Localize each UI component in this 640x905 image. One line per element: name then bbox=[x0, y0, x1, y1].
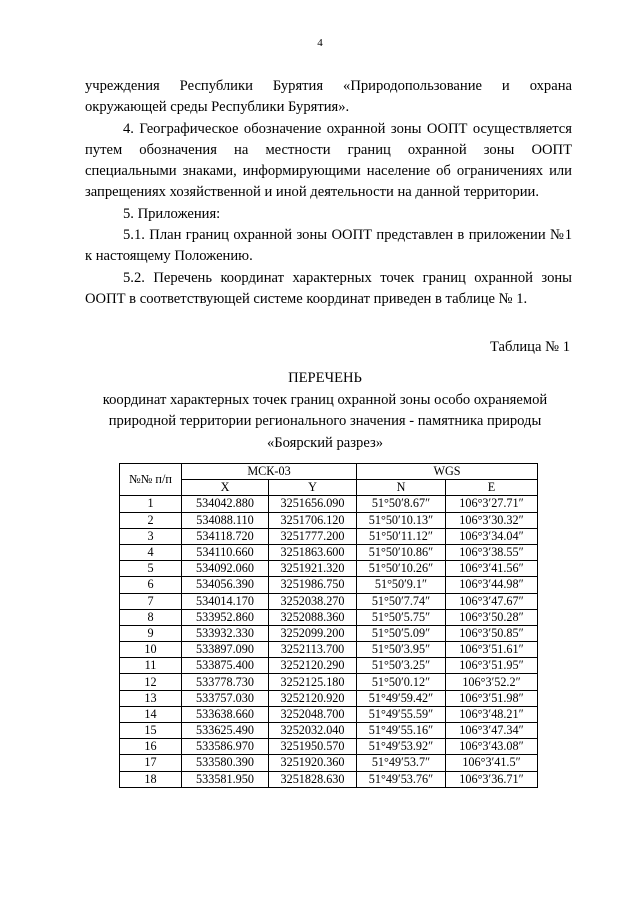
cell-y: 3251986.750 bbox=[269, 577, 357, 593]
table-row bbox=[120, 496, 538, 512]
cell-e: 106°3′50.28″ bbox=[446, 609, 538, 625]
cell-e: 106°3′47.34″ bbox=[446, 723, 538, 739]
cell-x: 533586.970 bbox=[182, 739, 269, 755]
cell-e: 106°3′52.2″ bbox=[446, 674, 538, 690]
cell-number: 10 bbox=[120, 642, 182, 658]
cell-x: 534118.720 bbox=[182, 528, 269, 544]
cell-y: 3252032.040 bbox=[269, 723, 357, 739]
cell-e: 106°3′47.67″ bbox=[446, 593, 538, 609]
header-x: X bbox=[182, 480, 269, 496]
paragraph: 5.1. План границ охранной зоны ООПТ представлен в приложении №1 к настоящему Положению. bbox=[85, 227, 572, 265]
cell-n: 51°50′0.12″ bbox=[357, 674, 446, 690]
cell-e: 106°3′30.32″ bbox=[446, 512, 538, 528]
cell-y: 3252120.290 bbox=[269, 658, 357, 674]
table-title bbox=[70, 368, 580, 454]
page-number: 4 bbox=[317, 37, 323, 49]
cell-e: 106°3′51.95″ bbox=[446, 658, 538, 674]
header-y: Y bbox=[269, 480, 357, 496]
cell-y: 3252088.360 bbox=[269, 609, 357, 625]
cell-n: 51°50′9.1″ bbox=[357, 577, 446, 593]
header-msk: МСК-03 bbox=[182, 464, 357, 480]
cell-x: 533580.390 bbox=[182, 755, 269, 771]
cell-y: 3251777.200 bbox=[269, 528, 357, 544]
coordinates-table bbox=[119, 463, 538, 788]
cell-e: 106°3′41.56″ bbox=[446, 561, 538, 577]
cell-n: 51°50′5.75″ bbox=[357, 609, 446, 625]
cell-e: 106°3′38.55″ bbox=[446, 544, 538, 560]
cell-n: 51°49′55.59″ bbox=[357, 706, 446, 722]
cell-e: 106°3′48.21″ bbox=[446, 706, 538, 722]
table-row bbox=[120, 593, 538, 609]
cell-n: 51°49′53.92″ bbox=[357, 739, 446, 755]
cell-e: 106°3′51.61″ bbox=[446, 642, 538, 658]
table-row bbox=[120, 577, 538, 593]
title-line: природной территории регионального значения - памятника природы bbox=[108, 413, 542, 429]
table-row bbox=[120, 658, 538, 674]
cell-y: 3251863.600 bbox=[269, 544, 357, 560]
cell-y: 3251920.360 bbox=[269, 755, 357, 771]
cell-n: 51°49′53.7″ bbox=[357, 755, 446, 771]
cell-number: 12 bbox=[120, 674, 182, 690]
header-wgs: WGS bbox=[357, 464, 538, 480]
cell-x: 533757.030 bbox=[182, 690, 269, 706]
cell-n: 51°50′3.95″ bbox=[357, 642, 446, 658]
cell-number: 13 bbox=[120, 690, 182, 706]
table-row bbox=[120, 706, 538, 722]
title-line: ПЕРЕЧЕНЬ bbox=[288, 370, 362, 386]
table-row bbox=[120, 771, 538, 787]
cell-y: 3251828.630 bbox=[269, 771, 357, 787]
cell-number: 9 bbox=[120, 625, 182, 641]
title-line: координат характерных точек границ охранной зоны особо охраняемой bbox=[102, 391, 548, 408]
cell-x: 533581.950 bbox=[182, 771, 269, 787]
paragraph: 4. Географическое обозначение охранной зоны ООПТ осуществляется путем обозначения на местности границ охранной зоны ООПТ специальными знаками, информирующими население об ограничениях или запрещениях хозяйственной и иной деятельности на данной территории. bbox=[85, 120, 572, 201]
table-row bbox=[120, 561, 538, 577]
cell-e: 106°3′34.04″ bbox=[446, 528, 538, 544]
cell-number: 14 bbox=[120, 706, 182, 722]
cell-y: 3252099.200 bbox=[269, 625, 357, 641]
cell-e: 106°3′43.08″ bbox=[446, 739, 538, 755]
cell-x: 534110.660 bbox=[182, 544, 269, 560]
cell-number: 8 bbox=[120, 609, 182, 625]
cell-number: 15 bbox=[120, 723, 182, 739]
cell-y: 3252048.700 bbox=[269, 706, 357, 722]
header-number: №№ п/п bbox=[120, 464, 182, 496]
table-caption: Таблица № 1 bbox=[490, 339, 570, 355]
cell-y: 3251950.570 bbox=[269, 739, 357, 755]
cell-n: 51°50′10.86″ bbox=[357, 544, 446, 560]
cell-n: 51°49′55.16″ bbox=[357, 723, 446, 739]
cell-e: 106°3′50.85″ bbox=[446, 625, 538, 641]
cell-n: 51°50′5.09″ bbox=[357, 625, 446, 641]
cell-number: 18 bbox=[120, 771, 182, 787]
cell-x: 533625.490 bbox=[182, 723, 269, 739]
cell-y: 3251656.090 bbox=[269, 496, 357, 512]
cell-y: 3252038.270 bbox=[269, 593, 357, 609]
table-header-row bbox=[120, 464, 538, 480]
table-row bbox=[120, 512, 538, 528]
cell-e: 106°3′36.71″ bbox=[446, 771, 538, 787]
cell-n: 51°49′53.76″ bbox=[357, 771, 446, 787]
cell-n: 51°50′10.26″ bbox=[357, 561, 446, 577]
cell-number: 3 bbox=[120, 528, 182, 544]
cell-number: 7 bbox=[120, 593, 182, 609]
table-row bbox=[120, 755, 538, 771]
cell-n: 51°49′59.42″ bbox=[357, 690, 446, 706]
body-text bbox=[85, 76, 572, 310]
cell-number: 4 bbox=[120, 544, 182, 560]
paragraph: 5.2. Перечень координат характерных точек границ охранной зоны ООПТ в соответствующей системе координат приведен в таблице № 1. bbox=[85, 269, 572, 307]
table-row bbox=[120, 739, 538, 755]
title-line: «Боярский разрез» bbox=[266, 434, 384, 451]
cell-y: 3252113.700 bbox=[269, 642, 357, 658]
table-row bbox=[120, 609, 538, 625]
table-row bbox=[120, 690, 538, 706]
paragraph: учреждения Республики Бурятия «Природопользование и охрана окружающей среды Республики Бурятия». bbox=[85, 78, 572, 116]
table-subheader-row bbox=[120, 480, 538, 496]
cell-number: 6 bbox=[120, 577, 182, 593]
cell-number: 17 bbox=[120, 755, 182, 771]
cell-n: 51°50′8.67″ bbox=[357, 496, 446, 512]
table-row bbox=[120, 723, 538, 739]
cell-x: 534056.390 bbox=[182, 577, 269, 593]
cell-x: 533897.090 bbox=[182, 642, 269, 658]
cell-n: 51°50′10.13″ bbox=[357, 512, 446, 528]
table-row bbox=[120, 674, 538, 690]
cell-number: 5 bbox=[120, 561, 182, 577]
table-row bbox=[120, 642, 538, 658]
cell-n: 51°50′3.25″ bbox=[357, 658, 446, 674]
table-row bbox=[120, 544, 538, 560]
cell-n: 51°50′7.74″ bbox=[357, 593, 446, 609]
cell-x: 534092.060 bbox=[182, 561, 269, 577]
cell-y: 3252120.920 bbox=[269, 690, 357, 706]
table-body bbox=[120, 496, 538, 787]
cell-x: 534088.110 bbox=[182, 512, 269, 528]
cell-x: 533952.860 bbox=[182, 609, 269, 625]
cell-y: 3252125.180 bbox=[269, 674, 357, 690]
header-n: N bbox=[357, 480, 446, 496]
header-e: E bbox=[446, 480, 538, 496]
cell-x: 534014.170 bbox=[182, 593, 269, 609]
cell-number: 16 bbox=[120, 739, 182, 755]
cell-number: 2 bbox=[120, 512, 182, 528]
cell-number: 11 bbox=[120, 658, 182, 674]
cell-x: 533875.400 bbox=[182, 658, 269, 674]
cell-y: 3251706.120 bbox=[269, 512, 357, 528]
cell-x: 533778.730 bbox=[182, 674, 269, 690]
paragraph: 5. Приложения: bbox=[123, 205, 221, 222]
table-row bbox=[120, 625, 538, 641]
cell-e: 106°3′44.98″ bbox=[446, 577, 538, 593]
cell-e: 106°3′51.98″ bbox=[446, 690, 538, 706]
cell-number: 1 bbox=[120, 496, 182, 512]
cell-e: 106°3′27.71″ bbox=[446, 496, 538, 512]
cell-x: 533638.660 bbox=[182, 706, 269, 722]
table-row bbox=[120, 528, 538, 544]
cell-x: 534042.880 bbox=[182, 496, 269, 512]
cell-x: 533932.330 bbox=[182, 625, 269, 641]
cell-n: 51°50′11.12″ bbox=[357, 528, 446, 544]
cell-e: 106°3′41.5″ bbox=[446, 755, 538, 771]
cell-y: 3251921.320 bbox=[269, 561, 357, 577]
